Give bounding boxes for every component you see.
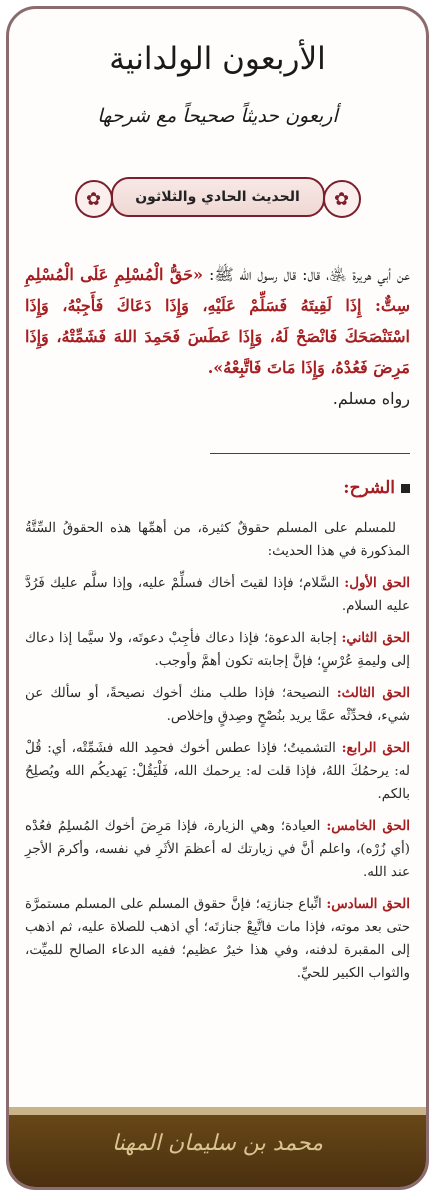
hadith-number-label: الحديث الحادي والثلاثون — [135, 189, 300, 205]
right-text: النصيحة؛ فإذا طلب منك أخوك نصيحةً، أو سألك عن شيء، فحدِّثْه عمَّا يريد بنُصْحٍ وصِدقٍ وإخلاص. — [25, 686, 410, 724]
right-label: الحق الثاني: — [341, 630, 410, 646]
author-signature: محمد بن سليمان المهنا — [111, 1131, 324, 1156]
right-item — [25, 572, 410, 618]
right-text: إجابة الدعوة؛ فإذا دعاك فأجِبْ دعوتَه، ولا سيَّما إذا دعاك إلى وليمةِ عُرْسٍ؛ فإنَّ إجابته تكون أهمَّ وأوجب. — [25, 631, 410, 669]
footer-band — [9, 1107, 426, 1187]
page-frame — [6, 6, 429, 1190]
right-label: الحق الثالث: — [336, 685, 411, 701]
square-bullet-icon — [401, 484, 410, 493]
right-label: الحق السادس: — [326, 896, 410, 912]
book-title: الأربعون الولدانية — [109, 41, 326, 77]
hadith-banner — [85, 175, 350, 219]
hadith-quote: «حَقُّ الْمُسْلِمِ عَلَى الْمُسْلِمِ سِتٌّ: إِذَا لَقِيتَهُ فَسَلِّمْ عَلَيْهِ، وَإِذَا دَعَاكَ فَأَجِبْهُ، وَإِذَا اسْتَنْصَحَكَ فَانْصَحْ لَهُ، وَإِذَا عَطَسَ فَحَمِدَ اللهَ فَشَمِّتْهُ، وَإِذَا مَرِضَ فَعُدْهُ، وَإِذَا مَاتَ فَاتَّبِعْهُ». — [25, 265, 410, 377]
right-label: الحق الرابع: — [341, 740, 411, 756]
ornament-icon: ✿ — [323, 180, 361, 218]
right-item — [25, 682, 410, 728]
sharh-heading — [343, 478, 410, 498]
hadith-intro: عن أبي هريرة ﵁، قال: قال رسول الله ﷺ: — [208, 265, 411, 284]
footer-trim — [9, 1107, 426, 1115]
hadith-source: رواه مسلم. — [332, 389, 410, 408]
right-label: الحق الخامس: — [326, 818, 410, 834]
right-text: السَّلام؛ فإذا لقيتَ أخاك فسلِّمْ عليه، وإذا سلَّم عليك فَرُدَّ عليه السلام. — [25, 576, 410, 614]
right-text: العيادة؛ وهي الزيارة، فإذا مَرِضَ أخوك المُسلِمُ فعُدْه (أي زُرْه)، واعلم أنَّ في زيارتك له أعظمَ الأثَرِ في نفسه، وأكرمَ الأجرِ عند الله. — [25, 819, 410, 880]
hadith-number-pill — [85, 177, 350, 217]
sharh-heading-label: الشرح: — [343, 478, 395, 498]
right-text: التشميتُ؛ فإذا عطس أخوك فحمِد الله فشَمِّتْه، أي: قُلْ له: يرحمُكَ اللهُ، فإذا قلت له: يرحمك الله، فَلْيَقُلْ: يَهديكُم الله ويُصلِحُ بالكم. — [25, 741, 410, 802]
right-text: اتِّباع جنازتِه؛ فإنَّ حقوق المسلم على المسلم مستمرَّة حتى بعد موته، فإذا مات فاتَّبِعْ جنازتَه؛ أي اذهب للصلاة عليه، ثم اذهب إلى المقبرة لدفنه، وفي هذا خيرٌ عظيم؛ ففيه الدعاء الصالح للميِّت، والثواب الكبير للحيِّ. — [25, 897, 410, 981]
right-label: الحق الأول: — [344, 575, 411, 591]
right-item — [25, 815, 410, 884]
sharh-body — [25, 517, 410, 994]
page-content — [25, 9, 410, 1187]
divider — [210, 453, 410, 454]
right-item — [25, 893, 410, 985]
ornament-icon: ✿ — [75, 180, 113, 218]
right-item — [25, 627, 410, 673]
book-subtitle: أربعون حديثاً صحيحاً مع شرحها — [97, 105, 338, 127]
hadith-text-block — [25, 259, 410, 414]
right-item — [25, 737, 410, 806]
sharh-intro: للمسلم على المسلم حقوقٌ كثيرة، من أهمِّها هذه الحقوقُ السِّتَّةُ المذكورة في هذا الحديث: — [25, 521, 410, 559]
